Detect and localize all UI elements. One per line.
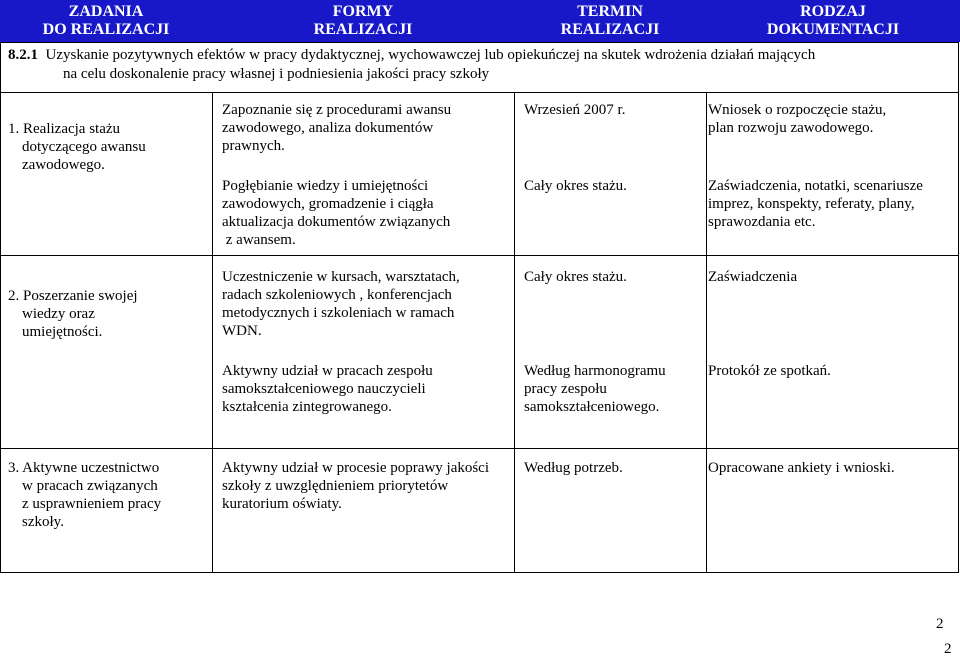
doc-cell-3 (708, 459, 956, 477)
grid-line (0, 255, 959, 256)
grid-line (0, 572, 959, 573)
doc-line: Protokół ze spotkań. (708, 363, 831, 379)
term-cell-2a (524, 268, 704, 286)
grid-line (0, 93, 1, 573)
header-docs (706, 0, 960, 42)
header-term (514, 0, 706, 42)
form-line: metodycznych i szkoleniach w ramach (222, 305, 455, 321)
term-line: Cały okres stażu. (524, 269, 627, 285)
grid-line (958, 93, 959, 573)
section-line2: na celu doskonalenie pracy własnej i podniesienia jakości pracy szkoły (63, 66, 490, 82)
form-line: WDN. (222, 323, 262, 339)
form-cell-1a (222, 101, 512, 155)
doc-line: Zaświadczenia (708, 269, 798, 285)
task-line: dotyczącego awansu (22, 139, 146, 155)
task-cell-3 (8, 459, 208, 531)
table-header (0, 0, 960, 42)
section-title (8, 46, 948, 84)
page-number-footer: 2 (944, 641, 952, 657)
task-line: szkoły. (22, 514, 64, 530)
term-line: samokształceniowego. (524, 399, 660, 415)
form-cell-2a (222, 268, 512, 340)
page-number: 2 (936, 616, 944, 632)
doc-cell-1b (708, 177, 956, 231)
term-cell-1a (524, 101, 704, 119)
section-line1: Uzyskanie pozytywnych efektów w pracy dydaktycznej, wychowawczej lub opiekuńczej na skutek wdrożenia działań mających (45, 47, 816, 63)
form-cell-2b (222, 362, 512, 416)
term-line: Cały okres stażu. (524, 178, 627, 194)
form-line: kształcenia zintegrowanego. (222, 399, 392, 415)
grid-line (514, 93, 515, 573)
form-line: radach szkoleniowych , konferencjach (222, 287, 452, 303)
form-line: aktualizacja dokumentów związanych (222, 214, 451, 230)
form-line: Aktywny udział w pracach zespołu (222, 363, 433, 379)
task-line: zawodowego. (22, 157, 105, 173)
task-line: umiejętności. (22, 324, 103, 340)
form-line: zawodowych, gromadzenie i ciągła (222, 196, 434, 212)
doc-cell-2b (708, 362, 956, 380)
doc-line: plan rozwoju zawodowego. (708, 120, 874, 136)
doc-line: imprez, konspekty, referaty, plany, (708, 196, 915, 212)
doc-line: Opracowane ankiety i wnioski. (708, 460, 895, 476)
header-term-line2: REALIZACJI (560, 21, 660, 38)
header-docs-line2: DOKUMENTACJI (766, 21, 900, 38)
section-number: 8.2.1 (8, 47, 38, 63)
form-cell-1b (222, 177, 512, 249)
form-line: kuratorium oświaty. (222, 496, 342, 512)
term-line: Według potrzeb. (524, 460, 623, 476)
term-cell-3 (524, 459, 704, 477)
task-line: 2. Poszerzanie swojej (8, 288, 138, 304)
header-docs-line1: RODZAJ (800, 3, 866, 20)
form-line: samokształceniowego nauczycieli (222, 381, 426, 397)
form-cell-3 (222, 459, 514, 513)
task-line: z usprawnieniem pracy (22, 496, 162, 512)
doc-cell-2a (708, 268, 956, 286)
grid-line (0, 448, 959, 449)
term-line: Według harmonogramu (524, 363, 666, 379)
task-line: wiedzy oraz (22, 306, 95, 322)
header-tasks-line1: ZADANIA (68, 3, 144, 20)
header-forms-line1: FORMY (332, 3, 394, 20)
form-line: Aktywny udział w procesie poprawy jakości (222, 460, 490, 476)
header-forms-line2: REALIZACJI (313, 21, 413, 38)
grid-line (212, 93, 213, 573)
term-line: Wrzesień 2007 r. (524, 102, 626, 118)
form-line: zawodowego, analiza dokumentów (222, 120, 434, 136)
doc-line: Zaświadczenia, notatki, scenariusze (708, 178, 923, 194)
header-tasks (0, 0, 212, 42)
form-line: prawnych. (222, 138, 285, 154)
task-line: 1. Realizacja stażu (8, 121, 121, 137)
doc-line: sprawozdania etc. (708, 214, 816, 230)
header-term-line1: TERMIN (577, 3, 643, 20)
form-line: Uczestniczenie w kursach, warsztatach, (222, 269, 460, 285)
grid-line (706, 93, 707, 573)
term-cell-2b (524, 362, 704, 416)
doc-cell-1a (708, 101, 956, 137)
header-tasks-line2: DO REALIZACJI (42, 21, 170, 38)
header-forms (212, 0, 514, 42)
doc-line: Wniosek o rozpoczęcie stażu, (708, 102, 887, 118)
task-cell-2 (8, 287, 208, 341)
form-line: Zapoznanie się z procedurami awansu (222, 102, 452, 118)
form-line: Pogłębianie wiedzy i umiejętności (222, 178, 429, 194)
term-line: pracy zespołu (524, 381, 607, 397)
task-cell-1 (8, 120, 208, 174)
term-cell-1b (524, 177, 704, 195)
task-line: 3. Aktywne uczestnictwo (8, 460, 160, 476)
task-line: w pracach związanych (22, 478, 158, 494)
form-line: z awansem. (222, 232, 296, 248)
form-line: szkoły z uwzględnieniem priorytetów (222, 478, 449, 494)
